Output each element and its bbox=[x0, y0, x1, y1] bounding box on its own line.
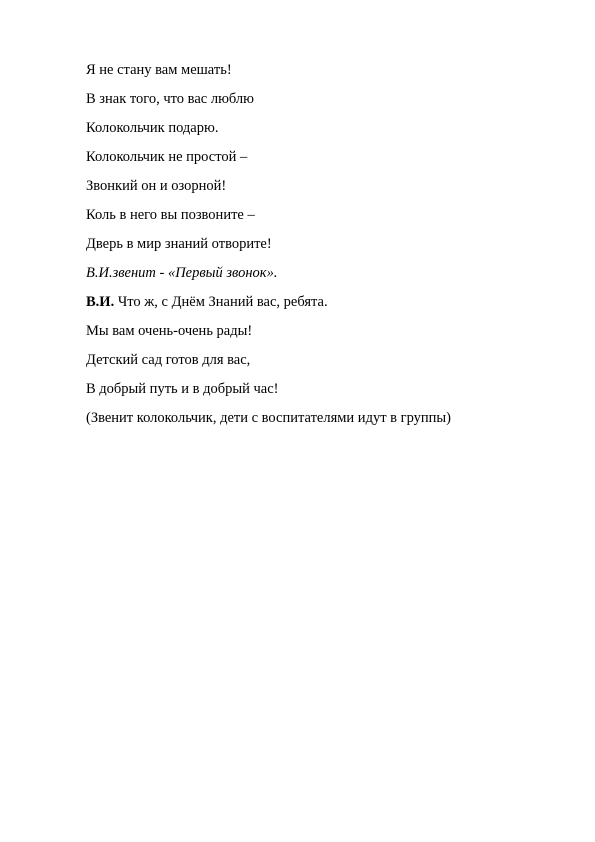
speaker-name: В.И. bbox=[86, 294, 115, 310]
poem-line-7: Дверь в мир знаний отворите! bbox=[86, 236, 272, 252]
poem-line-3: Колокольчик подарю. bbox=[86, 120, 219, 136]
poem-line-4: Колокольчик не простой – bbox=[86, 149, 248, 165]
document-text bbox=[86, 56, 556, 433]
stage-direction: В.И.звенит - «Первый звонок». bbox=[86, 265, 278, 281]
poem-line-1: Я не стану вам мешать! bbox=[86, 62, 232, 78]
poem-line-6: Коль в него вы позвоните – bbox=[86, 207, 255, 223]
poem-line-2: В знак того, что вас люблю bbox=[86, 91, 254, 107]
speech-line-4: В добрый путь и в добрый час! bbox=[86, 381, 279, 397]
speech-line-3: Детский сад готов для вас, bbox=[86, 352, 251, 368]
speech-first-text: Что ж, с Днём Знаний вас, ребята. bbox=[114, 294, 328, 310]
speech-line-2: Мы вам очень-очень рады! bbox=[86, 323, 253, 339]
speech-first-line bbox=[86, 288, 556, 317]
poem-line-5: Звонкий он и озорной! bbox=[86, 178, 227, 194]
closing-direction: (Звенит колокольчик, дети с воспитателями идут в группы) bbox=[86, 410, 451, 426]
